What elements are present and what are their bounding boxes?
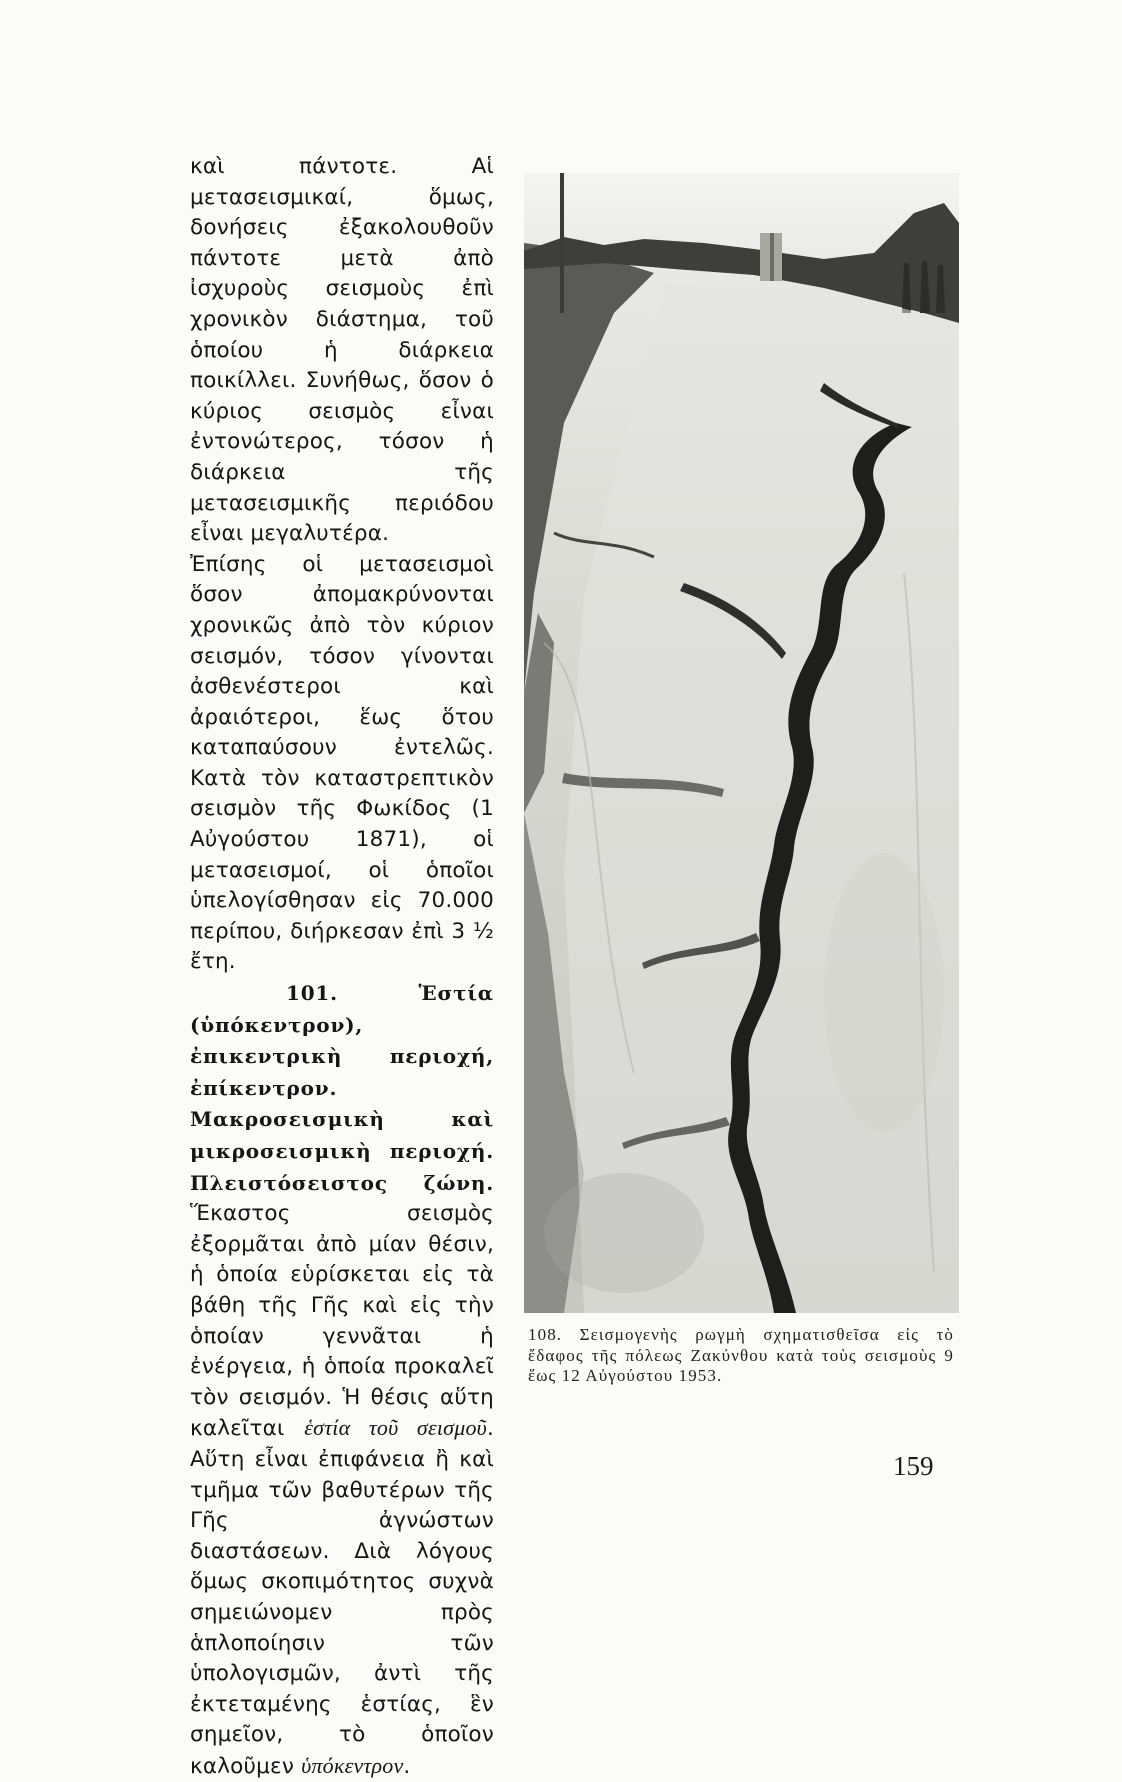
page-number: 159 (893, 1451, 934, 1481)
section-heading: Ἑστία (ὑπόκεντρον), ἐπικεντρικὴ περιοχή, ἐπίκεντρον. Μακροσεισμικὴ καὶ μικροσεισμικὴ περιοχή. Πλειστόσειστος ζώνη. (190, 981, 494, 1195)
section-number: 101. (286, 981, 338, 1006)
section-text: Ἕκαστος σεισμὸς ἐξορμᾶται ἀπὸ μίαν θέσιν, ἡ ὁποία εὑρίσκεται εἰς τὰ βάθη τῆς Γῆς καὶ εἰς τὴν ὁποίαν γεννᾶται ἡ ἐνέργεια, ἡ ὁποία προκαλεῖ τὸν σεισμόν. Ἡ θέσις αὕτη καλεῖται (190, 1201, 494, 1442)
section-101 (190, 978, 494, 1782)
earthquake-crack-photo (524, 173, 959, 1313)
figure-caption: 108. Σεισμογενὴς ρωγμὴ σχηματισθεῖσα εἰς τὸ ἔδαφος τῆς πόλεως Ζακύνθου κατὰ τοὺς σεισμοὺς 9 ἕως 12 Αὐγούστου 1953. (528, 1325, 954, 1385)
section-text: . Αὕτη εἶναι ἐπιφάνεια ἢ καὶ τμῆμα τῶν βαθυτέρων τῆς Γῆς ἀγνώστων διαστάσεων. Διὰ λόγους ὅμως σκοπιμότητος συχνὰ σημειώνομεν πρὸς ἁπλοποίησιν τῶν ὑπολογισμῶν, ἀντὶ τῆς ἐκτεταμένης ἑστίας, ἓν σημεῖον, τὸ ὁποῖον καλοῦμεν (190, 1416, 494, 1779)
section-text: . (403, 1753, 411, 1779)
term-hestia: ἑστία τοῦ σεισμοῦ (304, 1415, 487, 1441)
body-paragraph: καὶ πάντοτε. Αἱ μετασεισμικαί, ὅμως, δονήσεις ἐξακολουθοῦν πάντοτε μετὰ ἀπὸ ἰσχυροὺς σεισμοὺς ἐπὶ χρονικὸν διάστημα, τοῦ ὁποίου ἡ διάρκεια ποικίλλει. Συνήθως, ὅσον ὁ κύριος σεισμὸς εἶναι ἐντονώτερος, τόσον ἡ διάρκεια τῆς μετασεισμικῆς περιόδου εἶναι μεγαλυτέρα. (190, 154, 494, 547)
body-paragraph: Ἐπίσης οἱ μετασεισμοὶ ὅσον ἀπομακρύνονται χρονικῶς ἀπὸ τὸν κύριον σεισμόν, τόσον γίνονται ἀσθενέστεροι καὶ ἀραιότεροι, ἕως ὅτου καταπαύσουν ἐντελῶς. Κατὰ τὸν καταστρεπτικὸν σεισμὸν τῆς Φωκίδος (1 Αὐγούστου 1871), οἱ μετασεισμοί, οἱ ὁποῖοι ὑπελογίσθησαν εἰς 70.000 περίπου, διήρκεσαν ἐπὶ 3 ½ ἔτη. (190, 551, 494, 975)
body-text-column (190, 152, 494, 1782)
term-hypocenter: ὑπόκεντρον (301, 1752, 404, 1778)
